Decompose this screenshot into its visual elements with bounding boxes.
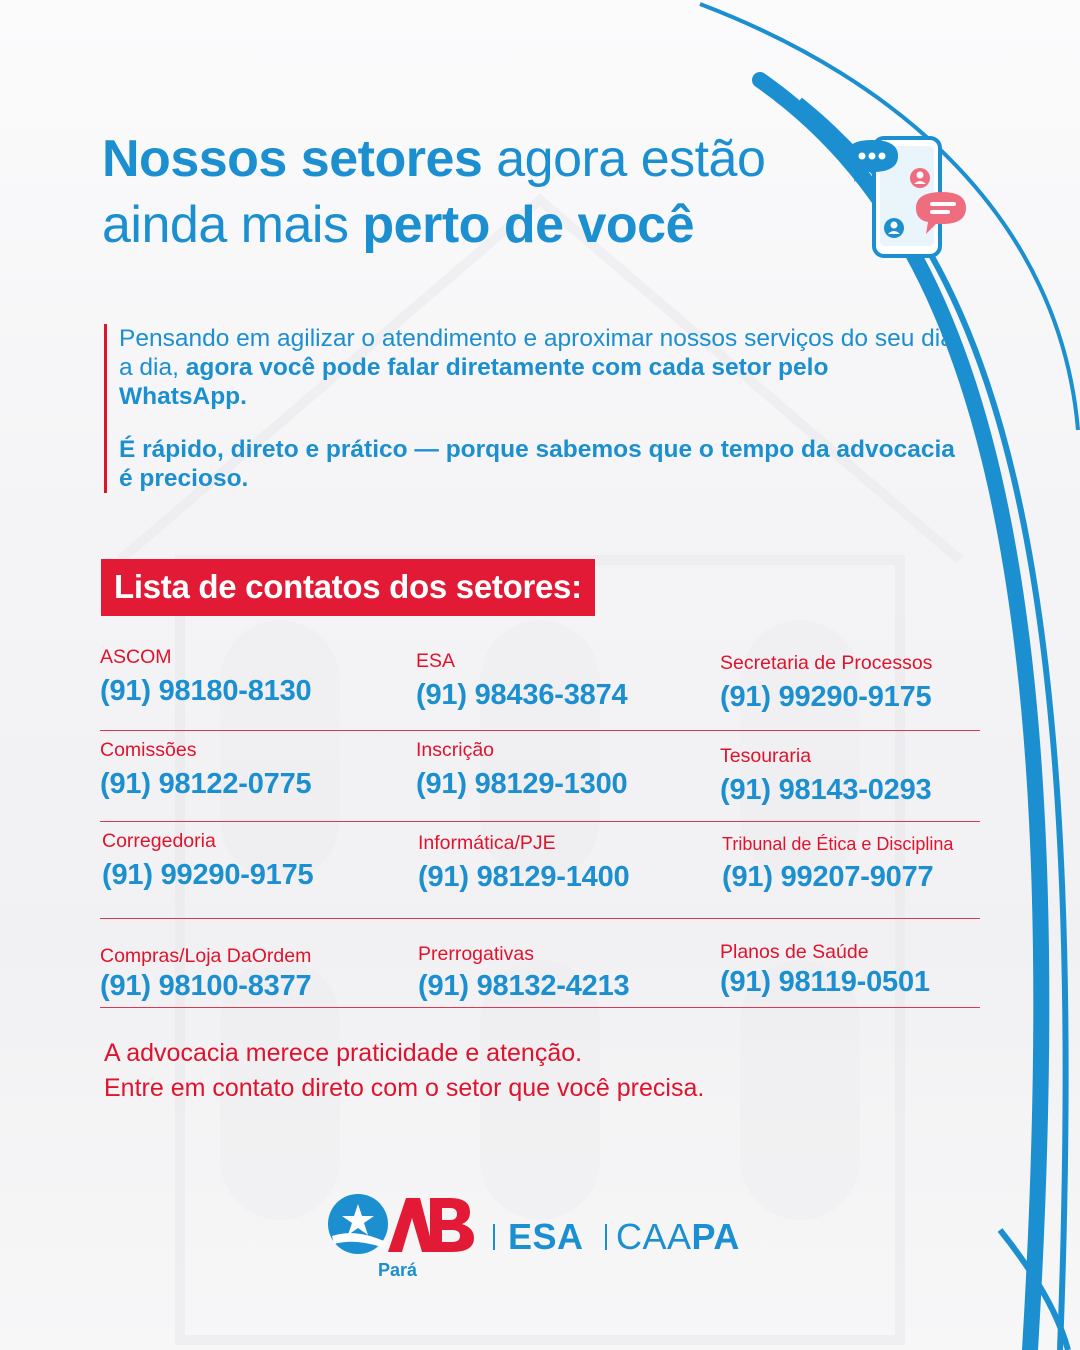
caapa-logo-text	[616, 1216, 740, 1258]
closing-text	[104, 1036, 704, 1106]
contact-phone[interactable]: (91) 99290-9175	[720, 681, 932, 713]
contacts-grid	[100, 640, 980, 1008]
intro-p1-bold: agora você pode falar diretamente com cada setor pelo WhatsApp.	[119, 354, 829, 410]
contact-name: ESA	[416, 650, 456, 672]
contact-comissoes[interactable]	[100, 739, 311, 801]
contact-phone[interactable]: (91) 98122-0775	[100, 768, 312, 800]
chat-bubbles-phone-icon	[842, 132, 972, 262]
contact-inscricao[interactable]	[416, 739, 627, 801]
contact-name: Compras/Loja DaOrdem	[100, 945, 312, 967]
contact-tribunal-etica[interactable]	[722, 834, 953, 894]
contact-ascom[interactable]	[100, 646, 311, 708]
contacts-row	[100, 731, 980, 822]
intro-paragraph-1	[119, 324, 959, 411]
headline-bold-1: Nossos setores	[102, 130, 483, 188]
caapa-bold: PA	[691, 1216, 740, 1257]
intro-p1-text: Pensando em agilizar o atendimento e aproximar nossos serviços do seu dia a dia,	[119, 325, 954, 381]
contact-phone[interactable]: (91) 98436-3874	[416, 679, 628, 711]
footer-separator	[493, 1224, 495, 1250]
contact-corregedoria[interactable]	[102, 830, 313, 892]
oab-logo-icon	[326, 1190, 476, 1280]
contact-phone[interactable]: (91) 98180-8130	[100, 675, 312, 707]
headline-bold-2: perto de você	[362, 196, 695, 254]
caapa-light: CAA	[616, 1216, 692, 1257]
oab-region-label: Pará	[378, 1260, 418, 1280]
contact-phone[interactable]: (91) 98132-4213	[418, 970, 630, 1002]
contact-name: ASCOM	[100, 646, 172, 668]
contact-esa[interactable]	[416, 650, 627, 712]
headline	[102, 126, 842, 258]
contact-phone[interactable]: (91) 99207-9077	[722, 861, 934, 893]
contact-name: Planos de Saúde	[720, 941, 869, 963]
contact-phone[interactable]: (91) 98143-0293	[720, 774, 932, 806]
closing-line-1: A advocacia merece praticidade e atenção.	[104, 1039, 583, 1067]
contact-phone[interactable]: (91) 98100-8377	[100, 970, 312, 1002]
contacts-row	[100, 822, 980, 919]
footer-separator	[605, 1224, 607, 1250]
contact-name: Inscrição	[416, 739, 495, 761]
headline-rest-1: agora estão	[482, 130, 766, 188]
headline-line-2	[102, 192, 842, 258]
contact-name: Tesouraria	[720, 745, 812, 767]
intro-text	[104, 324, 959, 493]
contact-name: Tribunal de Ética e Disciplina	[722, 834, 954, 854]
intro-p2-bold: É rápido, direto e prático — porque sabemos que o tempo da advocacia é precioso.	[119, 436, 955, 492]
contact-phone[interactable]: (91) 98129-1300	[416, 768, 628, 800]
contact-tesouraria[interactable]	[720, 745, 931, 807]
contacts-row	[100, 919, 980, 1008]
headline-light-2: ainda mais	[102, 196, 363, 254]
contact-phone[interactable]: (91) 99290-9175	[102, 859, 314, 891]
footer-logos	[326, 1190, 766, 1280]
esa-logo-text: ESA	[508, 1216, 584, 1257]
headline-line-1	[102, 126, 842, 192]
contact-phone[interactable]: (91) 98119-0501	[720, 966, 930, 998]
intro-paragraph-2	[119, 435, 959, 493]
contact-informatica-pje[interactable]	[418, 832, 629, 894]
contact-name: Corregedoria	[102, 830, 216, 852]
contact-name: Informática/PJE	[418, 832, 556, 854]
contact-phone[interactable]: (91) 98129-1400	[418, 861, 630, 893]
contact-compras-loja[interactable]	[100, 945, 311, 1003]
contact-prerrogativas[interactable]	[418, 943, 629, 1003]
contact-name: Secretaria de Processos	[720, 652, 933, 674]
contact-planos-saude[interactable]	[720, 941, 930, 999]
contact-name: Comissões	[100, 739, 197, 761]
closing-line-2: Entre em contato direto com o setor que você precisa.	[104, 1074, 705, 1102]
contact-secretaria-processos[interactable]	[720, 652, 932, 714]
contact-name: Prerrogativas	[418, 943, 534, 965]
contacts-list-title: Lista de contatos dos setores:	[101, 559, 595, 616]
contacts-row	[100, 640, 980, 731]
